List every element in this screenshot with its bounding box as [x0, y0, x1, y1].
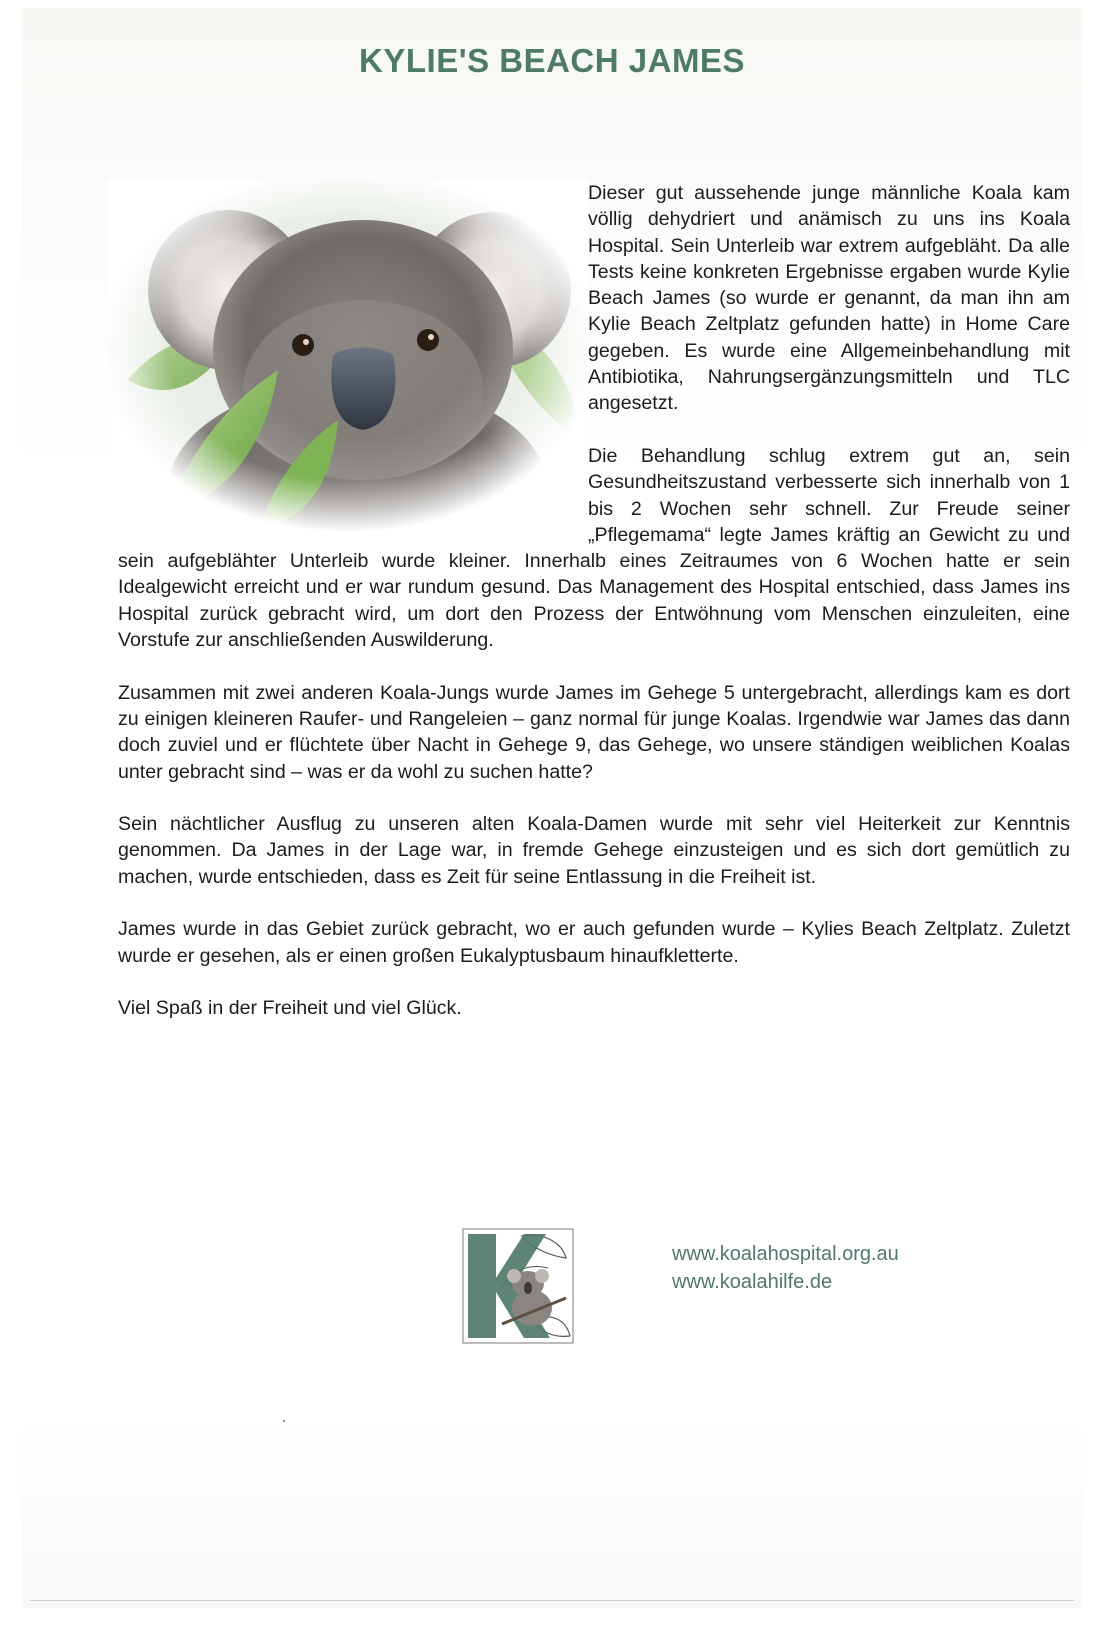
paragraph-4: Sein nächtlicher Ausflug zu unseren alten Koala-Damen wurde mit sehr viel Heiterkeit zur Kenntnis genommen. Da James in der Lage war, in fremde Gehege einzusteigen und es sich dort gemütlich zu machen, wurde entschieden, dass es Zeit für seine Entlassung in die Freiheit ist.: [118, 813, 1070, 888]
paragraph-3: Zusammen mit zwei anderen Koala-Jungs wurde James im Gehege 5 untergebracht, allerdings kam es dort zu einigen kleineren Raufer- und Rangeleien – ganz normal für junge Koalas. Irgendwie war James das dann doch zuviel und er flüchtete über Nacht in Gehege 9, das Gehege, wo unsere ständigen weiblichen Koalas unter gebracht sind – was er da wohl zu suchen hatte?: [118, 681, 1070, 783]
koala-k-logo-icon: [462, 1228, 574, 1344]
paragraph-5: James wurde in das Gebiet zurück gebracht, wo er auch gefunden wurde – Kylies Beach Zeltplatz. Zuletzt wurde er gesehen, als er einen großen Eukalyptusbaum hinaufkletterte.: [118, 918, 1070, 967]
article-body: [118, 180, 1070, 1048]
scan-speck: [283, 1420, 285, 1422]
paragraph-6: Viel Spaß in der Freiheit und viel Glück.: [118, 997, 462, 1020]
page-title: KYLIE'S BEACH JAMES: [359, 42, 745, 79]
bottom-divider: [30, 1600, 1074, 1601]
koala-photo: [108, 180, 588, 540]
link-koalahilfe[interactable]: www.koalahilfe.de: [672, 1271, 833, 1293]
paragraph-1: Dieser gut aussehende junge männliche Koala kam völlig dehydriert und anämisch zu uns ins Koala Hospital. Sein Unterleib war extrem aufgebläht. Da alle Tests keine konkreten Ergebnisse ergaben wurde Kylie Beach James (so wurde er genannt, da man ihn am Kylie Beach Zeltplatz gefunden hatte) in Home Care gegeben. Es wurde eine Allgemeinbehandlung mit Antibiotika, Nahrungsergänzungsmitteln und TLC angesetzt.: [588, 182, 1070, 415]
link-koalahospital[interactable]: www.koalahospital.org.au: [672, 1243, 899, 1265]
footer-links: [672, 1240, 899, 1296]
paragraph-2: Die Behandlung schlug extrem gut an, sein Gesundheitszustand verbesserte sich innerhalb von 1 bis 2 Wochen sehr schnell. Zur Freude seiner „Pflegemama“ legte James kräftig an Gewicht zu und sein aufgeblähter Unterleib wurde kleiner. Innerhalb eines Zeitraumes von 6 Wochen hatte er sein Idealgewicht erreicht und er war rundum gesund. Das Management des Hospital entschied, dass James ins Hospital zurück gebracht wird, um dort den Prozess der Entwöhnung vom Menschen einzuleiten, eine Vorstufe zur anschließenden Auswilderung.: [118, 444, 1070, 652]
